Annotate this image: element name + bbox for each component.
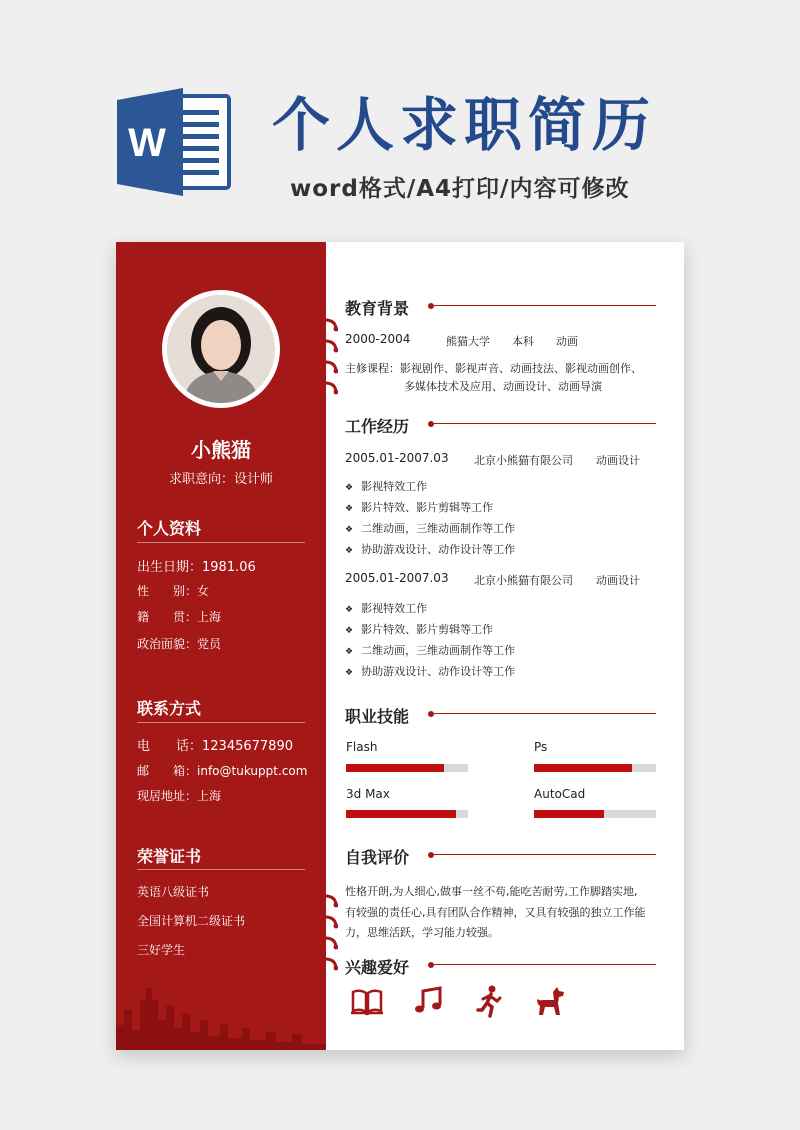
honor-item: 英语八级证书 xyxy=(137,885,210,899)
job-role: 动画设计 xyxy=(596,454,640,467)
skill-name: AutoCad xyxy=(534,787,586,801)
email: 邮 箱：info@tukuppt.com xyxy=(137,764,308,778)
skill-name: Ps xyxy=(534,740,548,754)
job-period: 2005.01-2007.03 xyxy=(345,451,449,465)
banner-subtitle: word格式/A4打印/内容可修改 xyxy=(290,176,630,202)
skill-fill xyxy=(534,810,604,818)
edu-degree: 本科 xyxy=(512,335,534,348)
avatar xyxy=(162,290,280,408)
job-company: 北京小熊猫有限公司 xyxy=(474,574,573,587)
honor-item: 全国计算机二级证书 xyxy=(137,914,246,928)
education-title: 教育背景 xyxy=(345,299,410,318)
job-item: ❖ 二维动画，三维动画制作等工作 xyxy=(345,522,516,535)
work-title: 工作经历 xyxy=(345,417,410,436)
binder-ring-icon xyxy=(312,957,338,971)
sidebar xyxy=(116,242,326,1050)
divider xyxy=(137,869,305,870)
city-skyline-illustration xyxy=(116,970,326,1050)
job-item: ❖ 影片特效、影片剪辑等工作 xyxy=(345,623,494,636)
binder-ring-icon xyxy=(312,915,338,929)
skill-fill xyxy=(534,764,632,772)
binder-ring-icon xyxy=(312,339,338,353)
job-item: ❖ 协助游戏设计、动作设计等工作 xyxy=(345,543,516,556)
job-item: ❖ 影视特效工作 xyxy=(345,480,428,493)
job-item: ❖ 协助游戏设计、动作设计等工作 xyxy=(345,665,516,678)
job-period: 2005.01-2007.03 xyxy=(345,571,449,585)
word-logo-icon xyxy=(117,86,232,198)
contact-title: 联系方式 xyxy=(137,699,202,718)
honors-title: 荣誉证书 xyxy=(137,847,202,866)
section-line xyxy=(434,423,656,424)
job-intent: 求职意向：设计师 xyxy=(168,472,273,487)
skill-name: Flash xyxy=(346,740,378,754)
job-role: 动画设计 xyxy=(596,574,640,587)
edu-school: 熊猫大学 xyxy=(446,335,490,348)
birth-date: 出生日期：1981.06 xyxy=(137,560,256,575)
binder-ring-icon xyxy=(312,381,338,395)
skill-bar xyxy=(346,764,468,772)
word-logo-letter: W xyxy=(128,121,166,165)
binder-ring-icon xyxy=(312,936,338,950)
section-dot xyxy=(428,852,434,858)
binder-ring-icon xyxy=(312,360,338,374)
self-eval-line: 有较强的责任心,具有团队合作精神，又具有较强的独立工作能 xyxy=(345,906,646,919)
music-icon xyxy=(412,984,446,1018)
skill-bar xyxy=(534,810,656,818)
edu-major: 动画 xyxy=(556,335,578,348)
self-eval-line: 性格开朗,为人细心,做事一丝不苟,能吃苦耐劳,工作脚踏实地, xyxy=(345,885,638,898)
address: 现居地址：上海 xyxy=(137,789,222,803)
skill-name: 3d Max xyxy=(346,787,390,801)
section-dot xyxy=(428,962,434,968)
skill-bar xyxy=(346,810,468,818)
divider xyxy=(137,722,305,723)
resume-page xyxy=(116,242,684,1050)
section-line xyxy=(434,854,656,855)
binder-ring-icon xyxy=(312,894,338,908)
job-item: ❖ 二维动画，三维动画制作等工作 xyxy=(345,644,516,657)
phone: 电 话：12345677890 xyxy=(137,739,293,754)
section-line xyxy=(434,713,656,714)
job-item: ❖ 影视特效工作 xyxy=(345,602,428,615)
binder-ring-icon xyxy=(312,318,338,332)
person-name: 小熊猫 xyxy=(191,438,251,462)
skills-title: 职业技能 xyxy=(345,707,410,726)
dog-icon xyxy=(534,984,568,1018)
edu-courses-line1: 主修课程：影视剧作、影视声音、动画技法、影视动画创作、 xyxy=(345,362,642,375)
skill-fill xyxy=(346,764,444,772)
section-line xyxy=(434,964,656,965)
book-icon xyxy=(350,984,384,1018)
personal-info-title: 个人资料 xyxy=(137,519,202,538)
edu-courses-line2: 多媒体技术及应用、动画设计、动画导演 xyxy=(404,380,602,393)
section-dot xyxy=(428,303,434,309)
gender: 性 别：女 xyxy=(137,584,210,598)
job-item: ❖ 影片特效、影片剪辑等工作 xyxy=(345,501,494,514)
hobbies-title: 兴趣爱好 xyxy=(345,958,410,977)
section-line xyxy=(434,305,656,306)
self-eval-line: 力，思维活跃，学习能力较强。 xyxy=(345,926,499,939)
honor-item: 三好学生 xyxy=(137,943,186,957)
section-dot xyxy=(428,421,434,427)
political-status: 政治面貌：党员 xyxy=(137,637,222,651)
divider xyxy=(137,542,305,543)
job-company: 北京小熊猫有限公司 xyxy=(474,454,573,467)
edu-period: 2000-2004 xyxy=(345,332,411,346)
skill-bar xyxy=(534,764,656,772)
skill-fill xyxy=(346,810,456,818)
native-place: 籍 贯：上海 xyxy=(137,610,222,624)
banner-title: 个人求职简历 xyxy=(272,91,657,159)
running-icon xyxy=(473,984,507,1018)
self-eval-title: 自我评价 xyxy=(345,848,410,867)
section-dot xyxy=(428,711,434,717)
